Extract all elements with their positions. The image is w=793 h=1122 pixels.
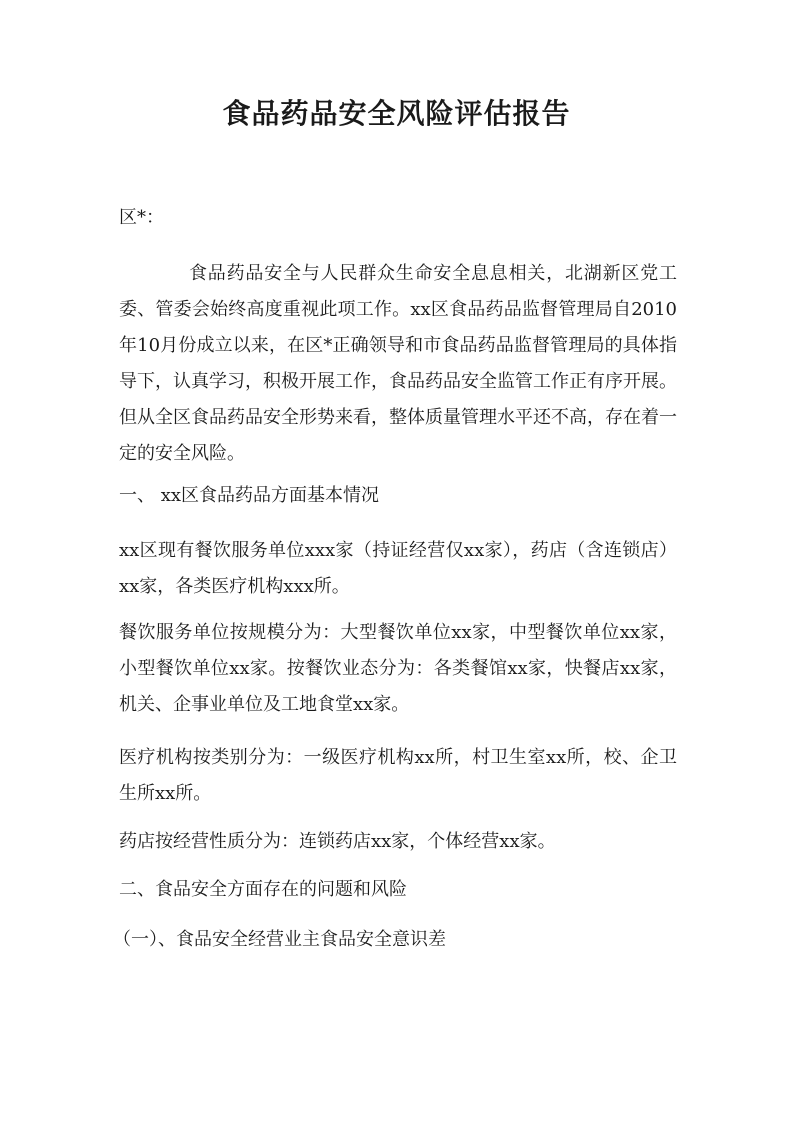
section-1-paragraph-1: xx区现有餐饮服务单位xxx家（持证经营仅xx家），药店（含连锁店）xx家，各类医疗机构xxx所。 <box>119 540 677 597</box>
salutation: 区*： <box>119 207 164 228</box>
section-2-heading: 二、食品安全方面存在的问题和风险 <box>119 879 407 900</box>
section-1-heading: 一、 xx区食品药品方面基本情况 <box>119 485 380 506</box>
section-1-paragraph-3: 医疗机构按类别分为：一级医疗机构xx所，村卫生室xx所，校、企卫生所xx所。 <box>119 747 677 804</box>
section-2-subheading-1: （一）、食品安全经营业主食品安全意识差 <box>113 929 446 950</box>
document-title: 食品药品安全风险评估报告 <box>222 97 571 130</box>
section-1-paragraph-4: 药店按经营性质分为：连锁药店xx家，个体经营xx家。 <box>119 831 556 852</box>
section-1-paragraph-2: 餐饮服务单位按规模分为：大型餐饮单位xx家，中型餐饮单位xx家，小型餐饮单位xx家。按餐饮业态分为：各类餐馆xx家，快餐店xx家，机关、企事业单位及工地食堂xx家。 <box>119 622 677 715</box>
intro-paragraph: 食品药品安全与人民群众生命安全息息相关，北湖新区党工委、管委会始终高度重视此项工作。xx区食品药品监督管理局自2010年10月份成立以来，在区*正确领导和市食品药品监督管理局的具体指导下，认真学习，积极开展工作，食品药品安全监管工作正有序开展。但从全区食品药品安全形势来看，整体质量管理水平还不高，存在着一定的安全风险。 <box>119 263 677 464</box>
